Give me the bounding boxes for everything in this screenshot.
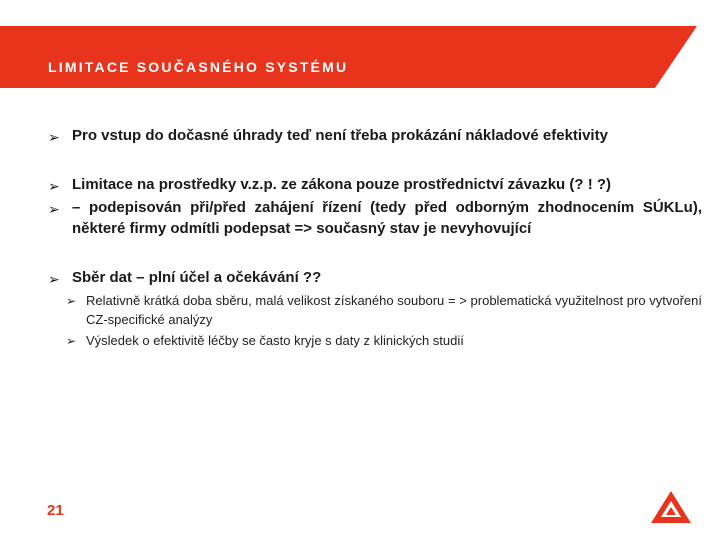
arrow-bullet-icon: ➢ [48, 129, 60, 145]
title-banner-shape [0, 0, 720, 100]
bullet-item [48, 267, 702, 288]
title-banner [0, 0, 720, 100]
bullet-text: Sběr dat – plní účel a očekávání ?? [72, 269, 322, 286]
sub-bullet-text: Relativně krátká doba sběru, malá velikost získaného souboru = > problematická využitelnost pro vytvoření CZ-specifické analýzy [86, 293, 702, 327]
arrow-bullet-icon: ➢ [66, 334, 77, 348]
bullet-item [48, 197, 702, 239]
page-number: 21 [47, 502, 64, 519]
bullet-text: Limitace na prostředky v.z.p. ze zákona pouze prostřednictví závazku (? ! ?) [72, 176, 612, 193]
sub-bullet-item [66, 331, 702, 350]
bullet-item [48, 174, 702, 195]
arrow-bullet-icon: ➢ [48, 201, 60, 217]
bullet-text: Pro vstup do dočasné úhrady teď není třeba prokázání nákladové efektivity [72, 127, 608, 144]
slide-content [48, 125, 702, 350]
arrow-bullet-icon: ➢ [48, 271, 60, 287]
sub-bullet-text: Výsledek o efektivitě léčby se často kryje s daty z klinických studií [86, 333, 464, 348]
slide-title: LIMITACE SOUČASNÉHO SYSTÉMU [48, 59, 349, 75]
bullet-text: – podepisován při/před zahájení řízení (tedy před odborným zhodnocením SÚKLu), některé firmy odmítli podepsat => současný stav je nevyhovující [72, 199, 702, 237]
sub-bullet-item [66, 291, 702, 329]
bullet-item [48, 125, 702, 146]
arrow-bullet-icon: ➢ [66, 294, 77, 308]
company-logo-icon [650, 490, 692, 524]
arrow-bullet-icon: ➢ [48, 178, 60, 194]
